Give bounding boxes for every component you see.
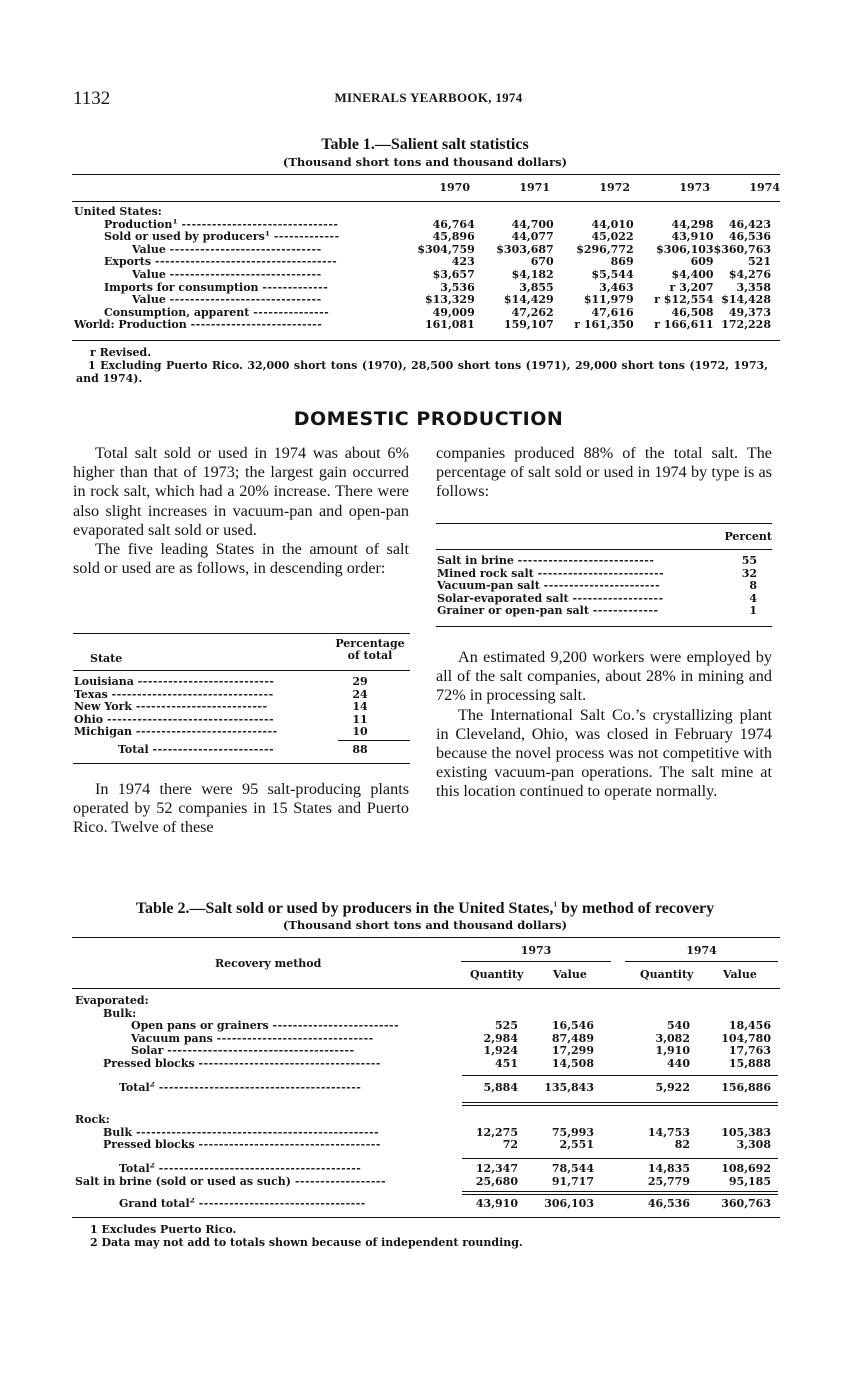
cell: 5,922 bbox=[655, 1081, 690, 1094]
table-row bbox=[74, 676, 394, 689]
cell: $11,979 bbox=[583, 293, 634, 307]
table1-title: Table 1.—Salient salt statistics bbox=[321, 136, 529, 153]
paragraph: The five leading States in the amount of salt sold or used are as follows, in descending order: bbox=[73, 540, 409, 578]
table2-subtitle: (Thousand short tons and thousand dollars) bbox=[282, 918, 568, 932]
row-label: Exports ------------------------------------ bbox=[104, 256, 338, 269]
cell: 12,275 bbox=[475, 1125, 518, 1139]
type-pct: 55 bbox=[741, 554, 757, 567]
row-label: Value ------------------------------ bbox=[132, 243, 322, 256]
table-row bbox=[74, 206, 771, 219]
type-table-body bbox=[437, 555, 757, 618]
table2-grand-total bbox=[75, 1198, 771, 1211]
table-row bbox=[74, 231, 771, 244]
paragraph: The International Salt Co.’s crystallizing plant in Cleveland, Ohio, was closed in February 1974 because the novel process was not competitive with existing vacuum-pan operations. The salt mine at this location continued to operate normally. bbox=[436, 705, 772, 801]
paragraph: In 1974 there were 95 salt-producing plants operated by 52 companies in 15 States and Puerto Rico. Twelve of these bbox=[73, 780, 409, 837]
table2-double-rule-a bbox=[462, 1102, 778, 1103]
table2-title: Table 2.—Salt sold or used by producers in the United States,$^1$ by method of recovery bbox=[135, 899, 715, 917]
state-label: New York -------------------------- bbox=[74, 701, 268, 714]
cell: 45,022 bbox=[591, 230, 634, 244]
type-label: Vacuum-pan salt ----------------------- bbox=[437, 580, 661, 593]
cell: 869 bbox=[610, 255, 634, 269]
table2-double-rule-b bbox=[462, 1105, 778, 1106]
table2-rock-total bbox=[75, 1163, 771, 1188]
cell: 2,551 bbox=[559, 1138, 594, 1152]
cell: 44,010 bbox=[591, 217, 634, 231]
cell: 609 bbox=[690, 255, 714, 269]
cell: 45,896 bbox=[432, 230, 475, 244]
cell: $14,429 bbox=[503, 293, 554, 307]
table2-year2-rule bbox=[625, 961, 778, 962]
row-label: Bulk: bbox=[103, 1006, 137, 1020]
cell: 44,077 bbox=[511, 230, 554, 244]
table2-col-quantity-1974: Quantity bbox=[640, 968, 694, 981]
type-pct: 32 bbox=[741, 566, 757, 580]
table1-col-1974: 1974 bbox=[749, 181, 780, 194]
left-column-text-bottom bbox=[73, 780, 409, 838]
type-label: Grainer or open-pan salt ------------- bbox=[437, 605, 659, 618]
state-pct: 11 bbox=[352, 712, 368, 726]
table-row bbox=[74, 256, 771, 269]
cell: $3,657 bbox=[432, 267, 475, 281]
row-label: Vacuum pans ------------------------------- bbox=[131, 1032, 374, 1045]
paragraph: An estimated 9,200 workers were employed by all of the salt companies, about 28% in mining and 72% in processing salt. bbox=[436, 648, 772, 705]
total-value: 88 bbox=[352, 743, 368, 756]
row-label: Evaporated: bbox=[75, 994, 149, 1007]
table-row bbox=[74, 726, 394, 739]
cell: 3,463 bbox=[599, 280, 634, 294]
table2-header-year-1974: 1974 bbox=[686, 944, 717, 957]
cell: 525 bbox=[495, 1019, 518, 1033]
cell: $4,400 bbox=[671, 267, 714, 281]
table1-body bbox=[74, 206, 771, 332]
table-row bbox=[437, 605, 757, 618]
states-table-body bbox=[74, 676, 394, 739]
states-header-rule bbox=[73, 670, 410, 671]
cell: 14,835 bbox=[647, 1162, 690, 1175]
row-label: Pressed blocks ------------------------------------ bbox=[103, 1057, 381, 1070]
cell: 5,884 bbox=[483, 1081, 518, 1094]
row-label: Total$^2$ ---------------------------------------- bbox=[119, 1082, 362, 1094]
cell: 3,358 bbox=[736, 280, 771, 294]
cell: 49,373 bbox=[728, 305, 771, 319]
cell: r 166,611 bbox=[654, 318, 714, 332]
table2-body-rock bbox=[75, 1114, 771, 1152]
cell: $303,687 bbox=[496, 242, 554, 256]
section-heading: DOMESTIC PRODUCTION bbox=[293, 408, 564, 430]
cell: 87,489 bbox=[551, 1031, 594, 1045]
cell: $4,182 bbox=[511, 267, 554, 281]
cell: 43,910 bbox=[671, 230, 714, 244]
cell: 159,107 bbox=[503, 318, 554, 332]
state-label: Texas -------------------------------- bbox=[74, 688, 274, 701]
cell: $304,759 bbox=[417, 242, 475, 256]
table-row bbox=[437, 580, 757, 593]
state-pct: 10 bbox=[352, 725, 368, 739]
row-label: Value ------------------------------ bbox=[132, 294, 322, 307]
cell: 3,536 bbox=[440, 280, 475, 294]
cell: 105,383 bbox=[721, 1125, 771, 1139]
table1-col-1973: 1973 bbox=[679, 181, 710, 194]
page-number: 1132 bbox=[73, 88, 111, 109]
cell: 14,508 bbox=[551, 1056, 594, 1070]
cell: 1,924 bbox=[483, 1044, 518, 1058]
cell: 306,103 bbox=[544, 1197, 594, 1210]
table1-col-1971: 1971 bbox=[519, 181, 550, 194]
cell: 360,763 bbox=[721, 1197, 771, 1210]
cell: 16,546 bbox=[551, 1019, 594, 1033]
table-row bbox=[437, 555, 757, 568]
table1-footnote-revised: r Revised. bbox=[90, 346, 152, 359]
table2-body-evaporated bbox=[75, 995, 771, 1071]
cell: 172,228 bbox=[721, 318, 771, 332]
cell: 2,984 bbox=[483, 1031, 518, 1045]
table2-top-rule bbox=[72, 937, 780, 938]
state-pct: 24 bbox=[352, 687, 368, 701]
type-table-top-rule bbox=[436, 523, 772, 524]
type-header-rule bbox=[436, 549, 772, 550]
table2-col-quantity-1973: Quantity bbox=[470, 968, 524, 981]
table-row bbox=[75, 1176, 771, 1189]
table2-footnote-1: 1 Excludes Puerto Rico. bbox=[90, 1223, 237, 1236]
cell: $5,544 bbox=[591, 267, 634, 281]
row-label: Sold or used by producers$^1$ ------------- bbox=[104, 231, 340, 244]
cell: 15,888 bbox=[728, 1056, 771, 1070]
table2-evaporated-total-rule bbox=[462, 1075, 778, 1076]
state-label: Louisiana --------------------------- bbox=[74, 676, 275, 688]
row-label: Solar ------------------------------------- bbox=[131, 1045, 355, 1058]
table-row bbox=[74, 689, 394, 702]
row-label: Grand total$^2$ --------------------------------- bbox=[119, 1198, 366, 1210]
row-label: Bulk ------------------------------------------------ bbox=[103, 1126, 380, 1139]
row-label: Consumption, apparent --------------- bbox=[104, 306, 330, 319]
cell: 104,780 bbox=[721, 1031, 771, 1045]
cell: 17,763 bbox=[728, 1044, 771, 1058]
state-label: Ohio --------------------------------- bbox=[74, 713, 275, 726]
states-header-state: State bbox=[90, 652, 123, 665]
cell: 72 bbox=[502, 1138, 518, 1152]
cell: $13,329 bbox=[424, 293, 475, 307]
cell: 95,185 bbox=[728, 1174, 771, 1188]
row-label: Value ------------------------------ bbox=[132, 268, 322, 281]
cell: 78,544 bbox=[551, 1162, 594, 1175]
cell: 17,299 bbox=[551, 1044, 594, 1058]
table-row bbox=[437, 568, 757, 581]
cell: 3,855 bbox=[519, 280, 554, 294]
cell: 25,779 bbox=[647, 1174, 690, 1188]
type-pct: 4 bbox=[749, 591, 757, 605]
cell: 46,508 bbox=[671, 305, 714, 319]
table-row bbox=[437, 593, 757, 606]
table2-col-value-1973: Value bbox=[553, 968, 587, 981]
cell: 91,717 bbox=[551, 1174, 594, 1188]
type-pct: 1 bbox=[749, 604, 757, 618]
table-row bbox=[74, 701, 394, 714]
cell: 49,009 bbox=[432, 305, 475, 319]
table1-bottom-rule bbox=[72, 340, 780, 341]
table-row bbox=[74, 319, 771, 332]
row-label: Open pans or grainers ------------------------- bbox=[131, 1020, 400, 1033]
cell: 135,843 bbox=[544, 1081, 594, 1094]
table1-col-1970: 1970 bbox=[439, 181, 470, 194]
cell: 12,347 bbox=[475, 1162, 518, 1175]
table2-header-method: Recovery method bbox=[215, 957, 322, 970]
row-label: Rock: bbox=[75, 1113, 110, 1126]
table2-evaporated-total bbox=[75, 1082, 771, 1095]
right-column-text-top bbox=[436, 444, 772, 502]
cell: 82 bbox=[674, 1138, 690, 1152]
states-table-bottom-rule bbox=[73, 763, 410, 764]
table1-top-rule bbox=[72, 174, 780, 175]
cell: 540 bbox=[667, 1019, 690, 1033]
table2-rock-total-rule bbox=[462, 1158, 778, 1159]
table-row bbox=[74, 294, 771, 307]
table1-col-1972: 1972 bbox=[599, 181, 630, 194]
type-pct: 8 bbox=[749, 579, 757, 593]
cell: 3,082 bbox=[655, 1031, 690, 1045]
cell: 47,262 bbox=[511, 305, 554, 319]
table-row bbox=[74, 269, 771, 282]
total-label: Total ------------------------ bbox=[118, 744, 275, 756]
table2-grand-rule-a bbox=[462, 1191, 778, 1192]
cell: $4,276 bbox=[728, 267, 771, 281]
table2-bottom-rule bbox=[72, 1217, 780, 1218]
cell: $306,103 bbox=[656, 242, 714, 256]
cell: 108,692 bbox=[721, 1162, 771, 1175]
states-total bbox=[74, 744, 394, 757]
table-row bbox=[74, 219, 771, 232]
cell: 1,910 bbox=[655, 1044, 690, 1058]
type-label: Solar-evaporated salt ------------------ bbox=[437, 592, 664, 605]
cell: $14,428 bbox=[721, 293, 771, 307]
cell: r 161,350 bbox=[574, 318, 634, 332]
table-row bbox=[75, 1127, 771, 1140]
cell: 3,308 bbox=[736, 1138, 771, 1152]
cell: r $12,554 bbox=[654, 293, 714, 307]
table1-subtitle: (Thousand short tons and thousand dollars) bbox=[282, 155, 568, 169]
cell: 75,993 bbox=[551, 1125, 594, 1139]
cell: 46,536 bbox=[647, 1197, 690, 1210]
type-table-bottom-rule bbox=[436, 626, 772, 627]
table-row bbox=[75, 1163, 771, 1176]
paragraph: Total salt sold or used in 1974 was about 6% higher than that of 1973; the largest gain occurred in rock salt, which had a 20% increase. There were also slight increases in vacuum-pan and open-pan evaporated salt sold or used. bbox=[73, 444, 409, 539]
type-label: Mined rock salt ------------------------- bbox=[437, 567, 665, 580]
row-label: Production$^1$ ------------------------------- bbox=[104, 218, 339, 231]
cell: 46,536 bbox=[728, 230, 771, 244]
cell: 44,700 bbox=[511, 217, 554, 231]
cell: 43,910 bbox=[475, 1197, 518, 1210]
table2-header-rule bbox=[72, 988, 780, 989]
left-column-text-top bbox=[73, 444, 409, 578]
table2-grand-rule-b bbox=[462, 1194, 778, 1195]
running-title: MINERALS YEARBOOK, 1974 bbox=[334, 90, 523, 105]
cell: 47,616 bbox=[591, 305, 634, 319]
table-row bbox=[75, 1114, 771, 1127]
state-pct: 14 bbox=[352, 700, 368, 714]
cell: 44,298 bbox=[671, 217, 714, 231]
type-header-percent: Percent bbox=[724, 530, 772, 543]
cell: 156,886 bbox=[721, 1081, 771, 1094]
row-label: Imports for consumption ------------- bbox=[104, 281, 329, 294]
table-row bbox=[75, 1020, 771, 1033]
states-table-top-rule bbox=[73, 633, 410, 634]
cell: 14,753 bbox=[647, 1125, 690, 1139]
table-row bbox=[74, 744, 394, 757]
paragraph: companies produced 88% of the total salt. The percentage of salt sold or used in 1974 by type is as follows: bbox=[436, 444, 772, 501]
table2-year1-rule bbox=[461, 961, 611, 962]
cell: 440 bbox=[667, 1056, 690, 1070]
table1-header-rule bbox=[72, 201, 780, 202]
table2-header-year-1973: 1973 bbox=[520, 944, 552, 957]
cell: r 3,207 bbox=[669, 280, 714, 294]
cell: 25,680 bbox=[475, 1174, 518, 1188]
table2-footnote-2: 2 Data may not add to totals shown because of independent rounding. bbox=[90, 1236, 523, 1249]
row-label: Total$^2$ ---------------------------------------- bbox=[119, 1163, 362, 1175]
state-label: Michigan ---------------------------- bbox=[74, 726, 278, 739]
table1-footnote-1: 1 Excluding Puerto Rico. 32,000 short tons (1970), 28,500 short tons (1971), 29,000 short tons (1972, 1973, and 1974). bbox=[76, 359, 768, 385]
cell: 46,423 bbox=[728, 217, 771, 231]
row-label: Pressed blocks ------------------------------------ bbox=[103, 1139, 381, 1152]
table-row bbox=[74, 244, 771, 257]
table-row bbox=[75, 1082, 771, 1095]
cell: 423 bbox=[451, 255, 475, 269]
table-row bbox=[75, 995, 771, 1008]
table-row bbox=[74, 714, 394, 727]
cell: 18,456 bbox=[728, 1019, 771, 1033]
table2-col-value-1974: Value bbox=[723, 968, 757, 981]
cell: 521 bbox=[748, 255, 771, 269]
cell: 161,081 bbox=[424, 318, 475, 332]
type-label: Salt in brine --------------------------- bbox=[437, 555, 655, 567]
state-pct: 29 bbox=[352, 675, 368, 688]
cell: 670 bbox=[530, 255, 554, 269]
row-label: Salt in brine (sold or used as such) ------------------ bbox=[75, 1175, 387, 1188]
states-total-rule bbox=[338, 740, 410, 741]
right-column-text-bottom bbox=[436, 648, 772, 802]
table-row bbox=[75, 1058, 771, 1071]
cell: $296,772 bbox=[576, 242, 634, 256]
cell: 46,764 bbox=[432, 217, 475, 231]
table-row bbox=[75, 1139, 771, 1152]
row-label: United States: bbox=[74, 205, 162, 218]
cell: $360,763 bbox=[713, 242, 771, 256]
states-header-percentage: Percentage of total bbox=[335, 637, 405, 662]
row-label: World: Production -------------------------- bbox=[74, 319, 323, 332]
cell: 451 bbox=[495, 1056, 518, 1070]
table-row bbox=[75, 1198, 771, 1211]
